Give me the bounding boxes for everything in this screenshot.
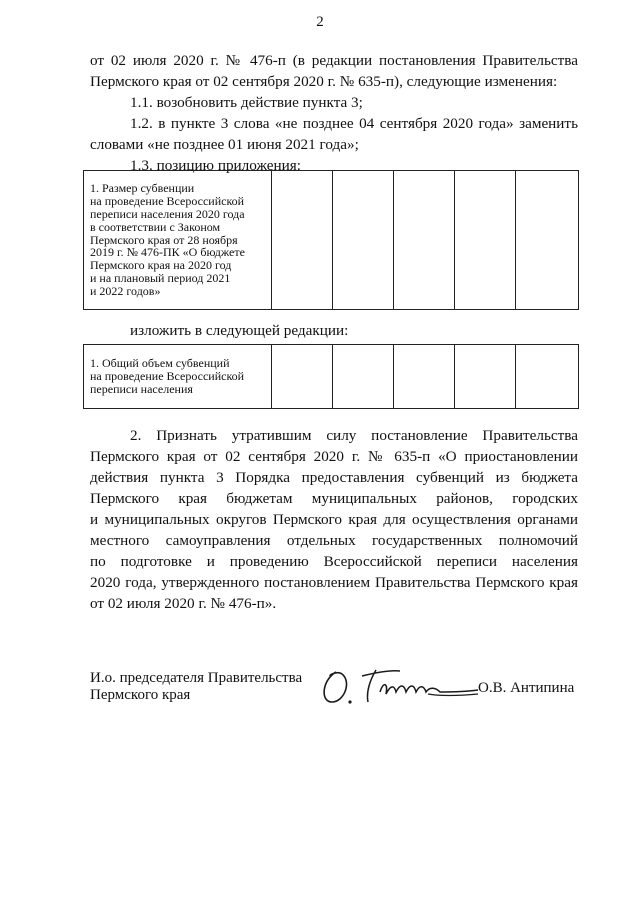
item-2-line-2: Пермского края от 02 сентября 2020 г. № 635-п «О приостановлении [90,448,578,465]
table-cell [272,345,333,409]
item-2-line-5: и муниципальных округов Пермского края для осуществления органами [90,511,578,528]
new-position-label-text: 1. Общий объем субвенций на проведение Всероссийской переписи населения [90,356,245,396]
signer-name: О.В. Антипина [478,680,575,696]
signer-title-line-1: И.о. председателя Правительства [90,670,303,686]
new-position-table [83,344,579,409]
item-2-line-7: по подготовке и проведению Всероссийской переписи населения [90,553,578,570]
table-cell [455,171,516,310]
handwritten-signature [318,662,488,712]
table-cell [272,171,333,310]
intro-line-2: Пермского края от 02 сентября 2020 г. № 635-п), следующие изменения: [90,73,558,90]
table-cell [394,171,455,310]
old-position-table [83,170,579,310]
old-position-label [84,171,272,310]
new-position-label [84,345,272,409]
item-1-1: 1.1. возобновить действие пункта 3; [130,94,363,111]
item-2-line-1: 2. Признать утратившим силу постановление Правительства [130,427,578,444]
table-cell [516,345,579,409]
signer-title [90,670,302,704]
item-2-line-6: местного самоуправления отдельных государственных полномочий [90,532,578,549]
table-cell [455,345,516,409]
item-2-line-4: Пермского края бюджетам муниципальных районов, городских [90,490,578,507]
signer-title-line-2: Пермского края [90,687,191,703]
item-1-3: 1.3. позицию приложения: [130,157,301,174]
table-cell [394,345,455,409]
table-cell [333,345,394,409]
page-number: 2 [316,14,324,30]
item-2-line-8: 2020 года, утвержденного постановлением Правительства Пермского края [90,574,578,591]
table-cell [516,171,579,310]
item-1-2-line-2: словами «не позднее 01 июня 2021 года»; [90,136,359,153]
replace-text: изложить в следующей редакции: [130,322,349,339]
old-position-label-text: 1. Размер субвенции на проведение Всероссийской переписи населения 2020 года в соответствии с Законом Пермского края от 28 ноября 2019 г. № 476-ПК «О бюджете Пермского края на 2020 год и на плановый период 2021 и 2022 годов» [90,181,245,298]
table-cell [333,171,394,310]
item-1-2-line-1: 1.2. в пункте 3 слова «не позднее 04 сентября 2020 года» заменить [130,115,578,132]
item-2-line-3: действия пункта 3 Порядка предоставления субвенций из бюджета [90,469,578,486]
intro-line-1: от 02 июля 2020 г. № 476-п (в редакции постановления Правительства [90,52,578,69]
item-2-line-9: от 02 июля 2020 г. № 476-п». [90,595,277,612]
